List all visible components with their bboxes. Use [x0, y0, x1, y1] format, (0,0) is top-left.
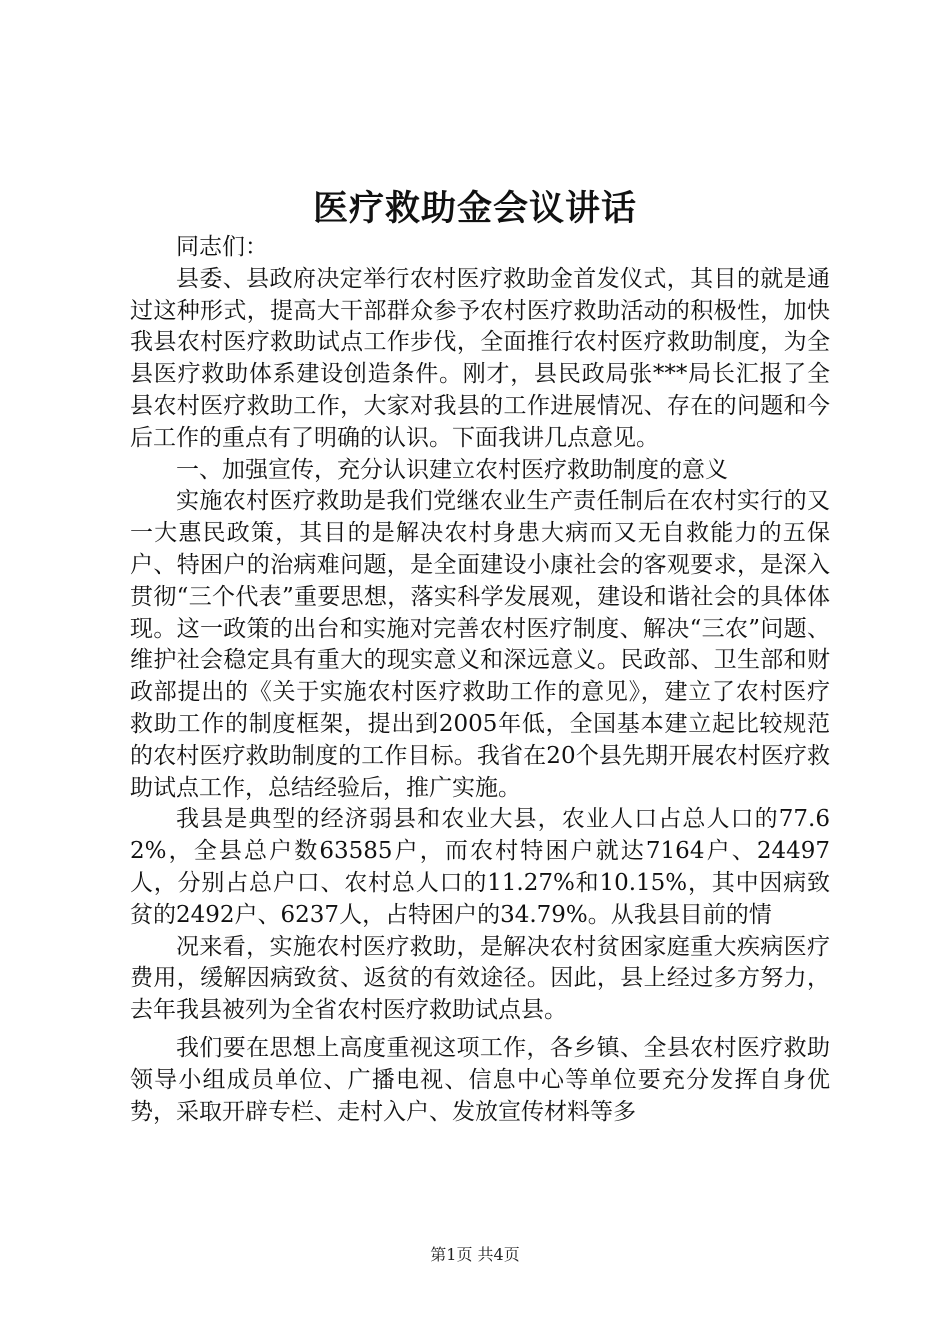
page-title: 医疗救助金会议讲话: [312, 188, 637, 229]
paragraph-intro: 县委、县政府决定举行农村医疗救助金首发仪式，其目的就是通过这种形式，提高大干部群众参予农村医疗救助活动的积极性，加快我县农村医疗救助试点工作步伐，全面推行农村医疗救助制度，为全县医疗救助体系建设创造条件。刚才，县民政局张***局长汇报了全县农村医疗救助工作，大家对我县的工作进展情况、存在的问题和今后工作的重点有了明确的认识。下面我讲几点意见。: [130, 265, 830, 451]
page-footer: 第1页 共4页: [430, 1245, 520, 1264]
document-body: [130, 232, 830, 1128]
section-heading-1: 一、加强宣传，充分认识建立农村医疗救助制度的意义: [176, 456, 728, 483]
salutation: 同志们：: [176, 234, 268, 260]
paragraph-publicity: 我们要在思想上高度重视这项工作，各乡镇、全县农村医疗救助领导小组成员单位、广播电视、信息中心等单位要充分发挥自身优势，采取开辟专栏、走村入户、发放宣传材料等多: [130, 1034, 830, 1125]
paragraph-significance: 实施农村医疗救助是我们党继农业生产责任制后在农村实行的又一大惠民政策，其目的是解决农村身患大病而又无自救能力的五保户、特困户的治病难问题，是全面建设小康社会的客观要求，是深入贯彻“三个代表”重要思想，落实科学发展观，建设和谐社会的具体体现。这一政策的出台和实施对完善农村医疗制度、解决“三农”问题、维护社会稳定具有重大的现实意义和深远意义。民政部、卫生部和财政部提出的《关于实施农村医疗救助工作的意见》，建立了农村医疗救助工作的制度框架，提出到2005年低，全国基本建立起比较规范的农村医疗救助制度的工作目标。我省在20个县先期开展农村医疗救助试点工作，总结经验后，推广实施。: [130, 488, 830, 801]
paragraph-county-stats: 我县是典型的经济弱县和农业大县，农业人口占总人口的77.62%，全县总户数63585户，而农村特困户就达7164户、24497人，分别占总户口、农村总人口的11.27%和10.15%，其中因病致贫的2492户、6237人，占特困户的34.79%。从我县目前的情: [130, 806, 830, 928]
paragraph-pilot-county: 况来看，实施农村医疗救助，是解决农村贫困家庭重大疾病医疗费用，缓解因病致贫、返贫的有效途径。因此，县上经过多方努力，去年我县被列为全省农村医疗救助试点县。: [130, 933, 830, 1024]
